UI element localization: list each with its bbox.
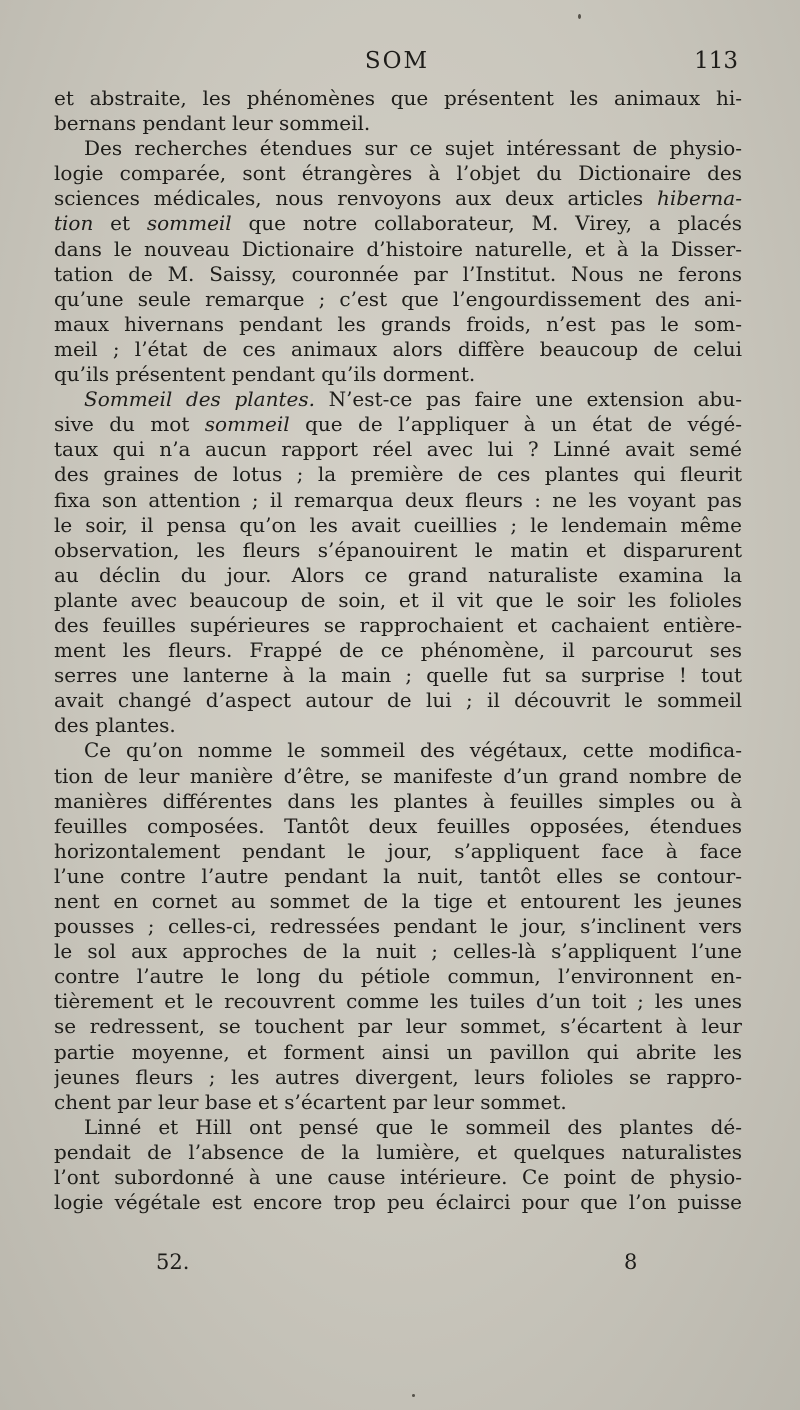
text-line: l’ont subordonné à une cause intérieure. Ce point de physio- bbox=[54, 1165, 742, 1190]
text-line: Ce qu’on nomme le sommeil des végétaux, cette modifica- bbox=[84, 738, 742, 763]
page-footer bbox=[52, 1250, 742, 1280]
text-line: qu’une seule remarque ; c’est que l’engourdissement des ani- bbox=[54, 286, 742, 311]
text-line: sciences médicales, nous renvoyons aux deux articles hiberna- bbox=[54, 186, 742, 211]
text-line: contre l’autre le long du pétiole commun, l’environnent en- bbox=[54, 964, 742, 989]
text-line: sive du mot sommeil que de l’appliquer à un état de végé- bbox=[54, 412, 742, 437]
text-line: horizontalement pendant le jour, s’appliquent face à face bbox=[54, 838, 742, 863]
text-line: le soir, il pensa qu’on les avait cueillies ; le lendemain même bbox=[54, 512, 742, 537]
text-line: tion de leur manière d’être, se manifeste d’un grand nombre de bbox=[54, 763, 742, 788]
running-head bbox=[52, 48, 742, 82]
text-line: jeunes fleurs ; les autres divergent, leurs folioles se rappro- bbox=[54, 1064, 742, 1089]
paper-speck bbox=[578, 14, 581, 19]
text-line: des graines de lotus ; la première de ces plantes qui fleurit bbox=[54, 462, 742, 487]
text-line: logie végétale est encore trop peu éclairci pour que l’on puisse bbox=[54, 1190, 742, 1215]
text-line: serres une lanterne à la main ; quelle fut sa surprise ! tout bbox=[54, 663, 742, 688]
italic-term: tion bbox=[54, 211, 94, 236]
text-line: tation de M. Saissy, couronnée par l’Institut. Nous ne ferons bbox=[54, 261, 742, 286]
text-line: taux qui n’a aucun rapport réel avec lui ? Linné avait semé bbox=[54, 437, 742, 462]
page-number: 113 bbox=[694, 48, 738, 74]
text-line: tièrement et le recouvrent comme les tuiles d’un toit ; les unes bbox=[54, 989, 742, 1014]
paper-speck bbox=[412, 1394, 415, 1397]
text-line: avait changé d’aspect autour de lui ; il découvrit le sommeil bbox=[54, 688, 742, 713]
text-line: pousses ; celles-ci, redressées pendant le jour, s’inclinent vers bbox=[54, 914, 742, 939]
text-line: maux hivernans pendant les grands froids, n’est pas le som- bbox=[54, 311, 742, 336]
text-line: tion et sommeil que notre collaborateur, M. Virey, a placés bbox=[54, 211, 742, 236]
italic-term: hiberna- bbox=[656, 186, 742, 211]
text-line: nent en cornet au sommet de la tige et entourent les jeunes bbox=[54, 889, 742, 913]
text-line: meil ; l’état de ces animaux alors diffère beaucoup de celui bbox=[54, 336, 742, 361]
text-line: Des recherches étendues sur ce sujet intéressant de physio- bbox=[84, 136, 742, 161]
text-line: pendait de l’absence de la lumière, et quelques naturalistes bbox=[54, 1139, 742, 1164]
text-line: Sommeil des plantes. N’est-ce pas faire une extension abu- bbox=[84, 387, 742, 412]
text-line: feuilles composées. Tantôt deux feuilles opposées, étendues bbox=[54, 813, 742, 838]
text-line: et abstraite, les phénomènes que présentent les animaux hi- bbox=[54, 86, 742, 110]
text-line: au déclin du jour. Alors ce grand naturaliste examina la bbox=[54, 562, 742, 587]
text-line: l’une contre l’autre pendant la nuit, tantôt elles se contour- bbox=[54, 863, 742, 888]
text-line: manières différentes dans les plantes à feuilles simples ou à bbox=[54, 788, 742, 813]
text-line: qu’ils présentent pendant qu’ils dorment. bbox=[54, 362, 476, 387]
quire-mark: 8 bbox=[624, 1250, 638, 1274]
body-text bbox=[54, 86, 742, 1215]
text-line: dans le nouveau Dictionaire d’histoire naturelle, et à la Disser- bbox=[54, 236, 742, 261]
text-line: fixa son attention ; il remarqua deux fleurs : ne les voyant pas bbox=[54, 487, 742, 512]
text-line: observation, les fleurs s’épanouirent le matin et disparurent bbox=[54, 537, 742, 562]
text-line: partie moyenne, et forment ainsi un pavillon qui abrite les bbox=[54, 1039, 742, 1064]
text-line: le sol aux approches de la nuit ; celles-là s’appliquent l’une bbox=[54, 939, 742, 964]
running-head-title: SOM bbox=[364, 48, 430, 74]
text-line: logie comparée, sont étrangères à l’objet du Dictionaire des bbox=[54, 161, 742, 186]
text-line: ment les fleurs. Frappé de ce phénomène, il parcourut ses bbox=[54, 638, 742, 663]
text-line: des plantes. bbox=[54, 713, 176, 738]
text-line: plante avec beaucoup de soin, et il vit que le soir les folioles bbox=[54, 587, 742, 612]
text-line: se redressent, se touchent par leur sommet, s’écartent à leur bbox=[54, 1014, 742, 1039]
text-line: des feuilles supérieures se rapprochaient et cachaient entière- bbox=[54, 612, 742, 637]
text-line: Linné et Hill ont pensé que le sommeil des plantes dé- bbox=[84, 1114, 742, 1139]
signature-mark: 52. bbox=[156, 1250, 190, 1274]
text-line: bernans pendant leur sommeil. bbox=[54, 111, 371, 136]
italic-term: sommeil bbox=[146, 211, 232, 236]
text-line: chent par leur base et s’écartent par leur sommet. bbox=[54, 1089, 567, 1114]
italic-term: Sommeil des plantes. bbox=[84, 387, 315, 412]
italic-term: sommeil bbox=[204, 412, 290, 437]
